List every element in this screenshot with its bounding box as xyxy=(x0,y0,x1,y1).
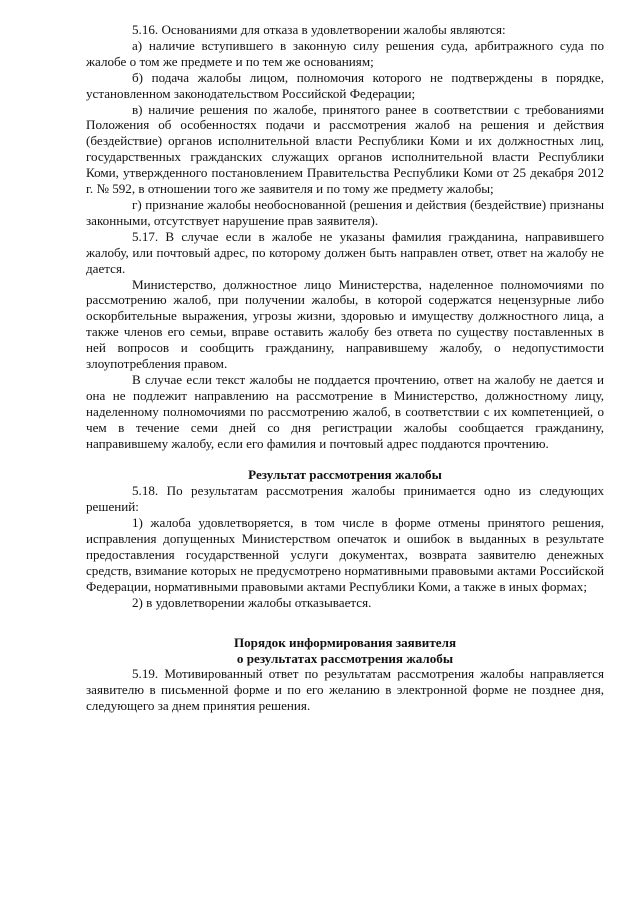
paragraph-5-18-1: 1) жалоба удовлетворяется, в том числе в форме отмены принятого решения, исправления допущенных Министерством опечаток и ошибок в выданных в результате предоставления государственной услуги документах, возврата заявителю денежных средств, взимание которых не предусмотрено нормативными правовыми актами Российской Федерации, нормативными правовыми актами Республики Коми, а также в иных формах; xyxy=(86,515,604,594)
paragraph-5-16-b: б) подача жалобы лицом, полномочия которого не подтверждены в порядке, установленном законодательством Российской Федерации; xyxy=(86,69,604,101)
paragraph-5-18: 5.18. По результатам рассмотрения жалобы принимается одно из следующих решений: xyxy=(86,483,604,515)
section-heading-inform-line1: Порядок информирования заявителя xyxy=(233,634,457,650)
paragraph-5-17-unreadable: В случае если текст жалобы не поддается прочтению, ответ на жалобу не дается и она не подлежит направлению на рассмотрение в Министерство, должностному лицу, наделенному полномочиями по рассмотрению жалоб, в соответствии с их компетенцией, о чем в течение семи дней со дня регистрации жалобы сообщается гражданину, направившему жалобу, если его фамилия и почтовый адрес поддаются прочтению. xyxy=(86,371,604,451)
section-heading-inform-line2: о результатах рассмотрения жалобы xyxy=(236,650,454,666)
section-heading-result: Результат рассмотрения жалобы xyxy=(248,467,442,483)
paragraph-5-16-v: в) наличие решения по жалобе, принятого ранее в соответствии с требованиями Положения об особенностях подачи и рассмотрения жалоб на решения и действия (бездействие) органов исполнительной власти Республики Коми и их должностных лиц, государственных гражданских служащих органов исполнительной власти Республики Коми, утвержденного постановлением Правительства Республики Коми от 25 декабря 2012 г. № 592, в отношении того же заявителя и по тому же предмету жалобы; xyxy=(86,101,604,197)
paragraph-5-17: 5.17. В случае если в жалобе не указаны фамилия гражданина, направившего жалобу, или почтовый адрес, по которому должен быть направлен ответ, ответ на жалобу не дается. xyxy=(86,228,604,276)
paragraph-5-17-ministry: Министерство, должностное лицо Министерства, наделенное полномочиями по рассмотрению жалоб, при получении жалобы, в которой содержатся нецензурные либо оскорбительные выражения, угрозы жизни, здоровью и имуществу должностного лица, а также членов его семьи, вправе оставить жалобу без ответа по существу поставленных в ней вопросов и сообщить гражданину, направившему жалобу, о недопустимости злоупотребления правом. xyxy=(86,276,604,372)
paragraph-5-16-a: а) наличие вступившего в законную силу решения суда, арбитражного суда по жалобе о том же предмете и по тем же основаниям; xyxy=(86,37,604,69)
paragraph-5-19: 5.19. Мотивированный ответ по результатам рассмотрения жалобы направляется заявителю в письменной форме и по его желанию в электронной форме не позднее дня, следующего за днем принятия решения. xyxy=(86,666,604,714)
paragraph-5-18-2: 2) в удовлетворении жалобы отказывается. xyxy=(132,594,372,610)
paragraph-5-16: 5.16. Основаниями для отказа в удовлетворении жалобы являются: xyxy=(132,22,506,37)
paragraph-5-16-g: г) признание жалобы необоснованной (решения и действия (бездействие) признаны законными, отсутствует нарушение прав заявителя). xyxy=(86,196,604,228)
